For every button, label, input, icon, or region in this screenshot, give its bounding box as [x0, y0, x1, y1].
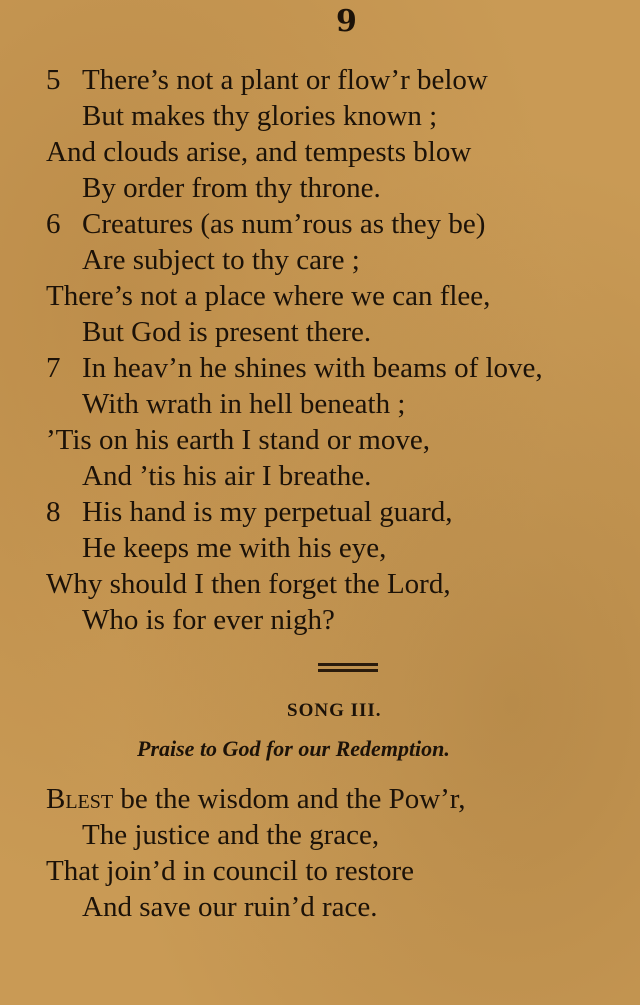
verse-line: Who is for ever nigh?	[82, 604, 335, 636]
stanza-number: 7	[46, 352, 61, 384]
verse-line: Why should I then forget the Lord,	[46, 568, 451, 600]
verse-line: But makes thy glories known ;	[82, 100, 438, 132]
initial-word: Blest	[46, 783, 114, 815]
stanza-number: 6	[46, 208, 61, 240]
stanza-number: 8	[46, 496, 61, 528]
verse-line: He keeps me with his eye,	[82, 532, 387, 564]
page-number: 9	[336, 4, 357, 39]
verse-line	[46, 350, 636, 386]
verse-line: And save our ruin’d race.	[82, 891, 378, 923]
song-stanza	[46, 781, 636, 925]
verse-text: In heav’n he shines with beams of love,	[82, 352, 543, 384]
song-heading: SONG III.	[287, 700, 382, 721]
song-subtitle: Praise to God for our Redemption.	[137, 736, 450, 761]
verse-line: There’s not a place where we can flee,	[46, 280, 491, 312]
verse-line: With wrath in hell beneath ;	[82, 388, 406, 420]
verse-text: be the wisdom and the Pow’r,	[113, 783, 466, 815]
verse-line: ’Tis on his earth I stand or move,	[46, 424, 430, 456]
verse-line	[46, 206, 636, 242]
stanza-number: 5	[46, 64, 61, 96]
section-divider	[318, 663, 378, 672]
verse-line	[46, 62, 636, 98]
hymn-stanzas	[46, 62, 636, 638]
verse-line: And clouds arise, and tempests blow	[46, 136, 472, 168]
verse-line	[46, 494, 636, 530]
verse-text: His hand is my perpetual guard,	[82, 496, 453, 528]
verse-text: There’s not a plant or flow’r below	[82, 64, 488, 96]
verse-text: Creatures (as num’rous as they be)	[82, 208, 486, 240]
verse-line	[46, 781, 636, 817]
verse-line: Are subject to thy care ;	[82, 244, 360, 276]
verse-line: But God is present there.	[82, 316, 372, 348]
verse-line: That join’d in council to restore	[46, 855, 415, 887]
verse-line: And ’tis his air I breathe.	[82, 460, 372, 492]
verse-line: By order from thy throne.	[82, 172, 381, 204]
verse-line: The justice and the grace,	[82, 819, 380, 851]
